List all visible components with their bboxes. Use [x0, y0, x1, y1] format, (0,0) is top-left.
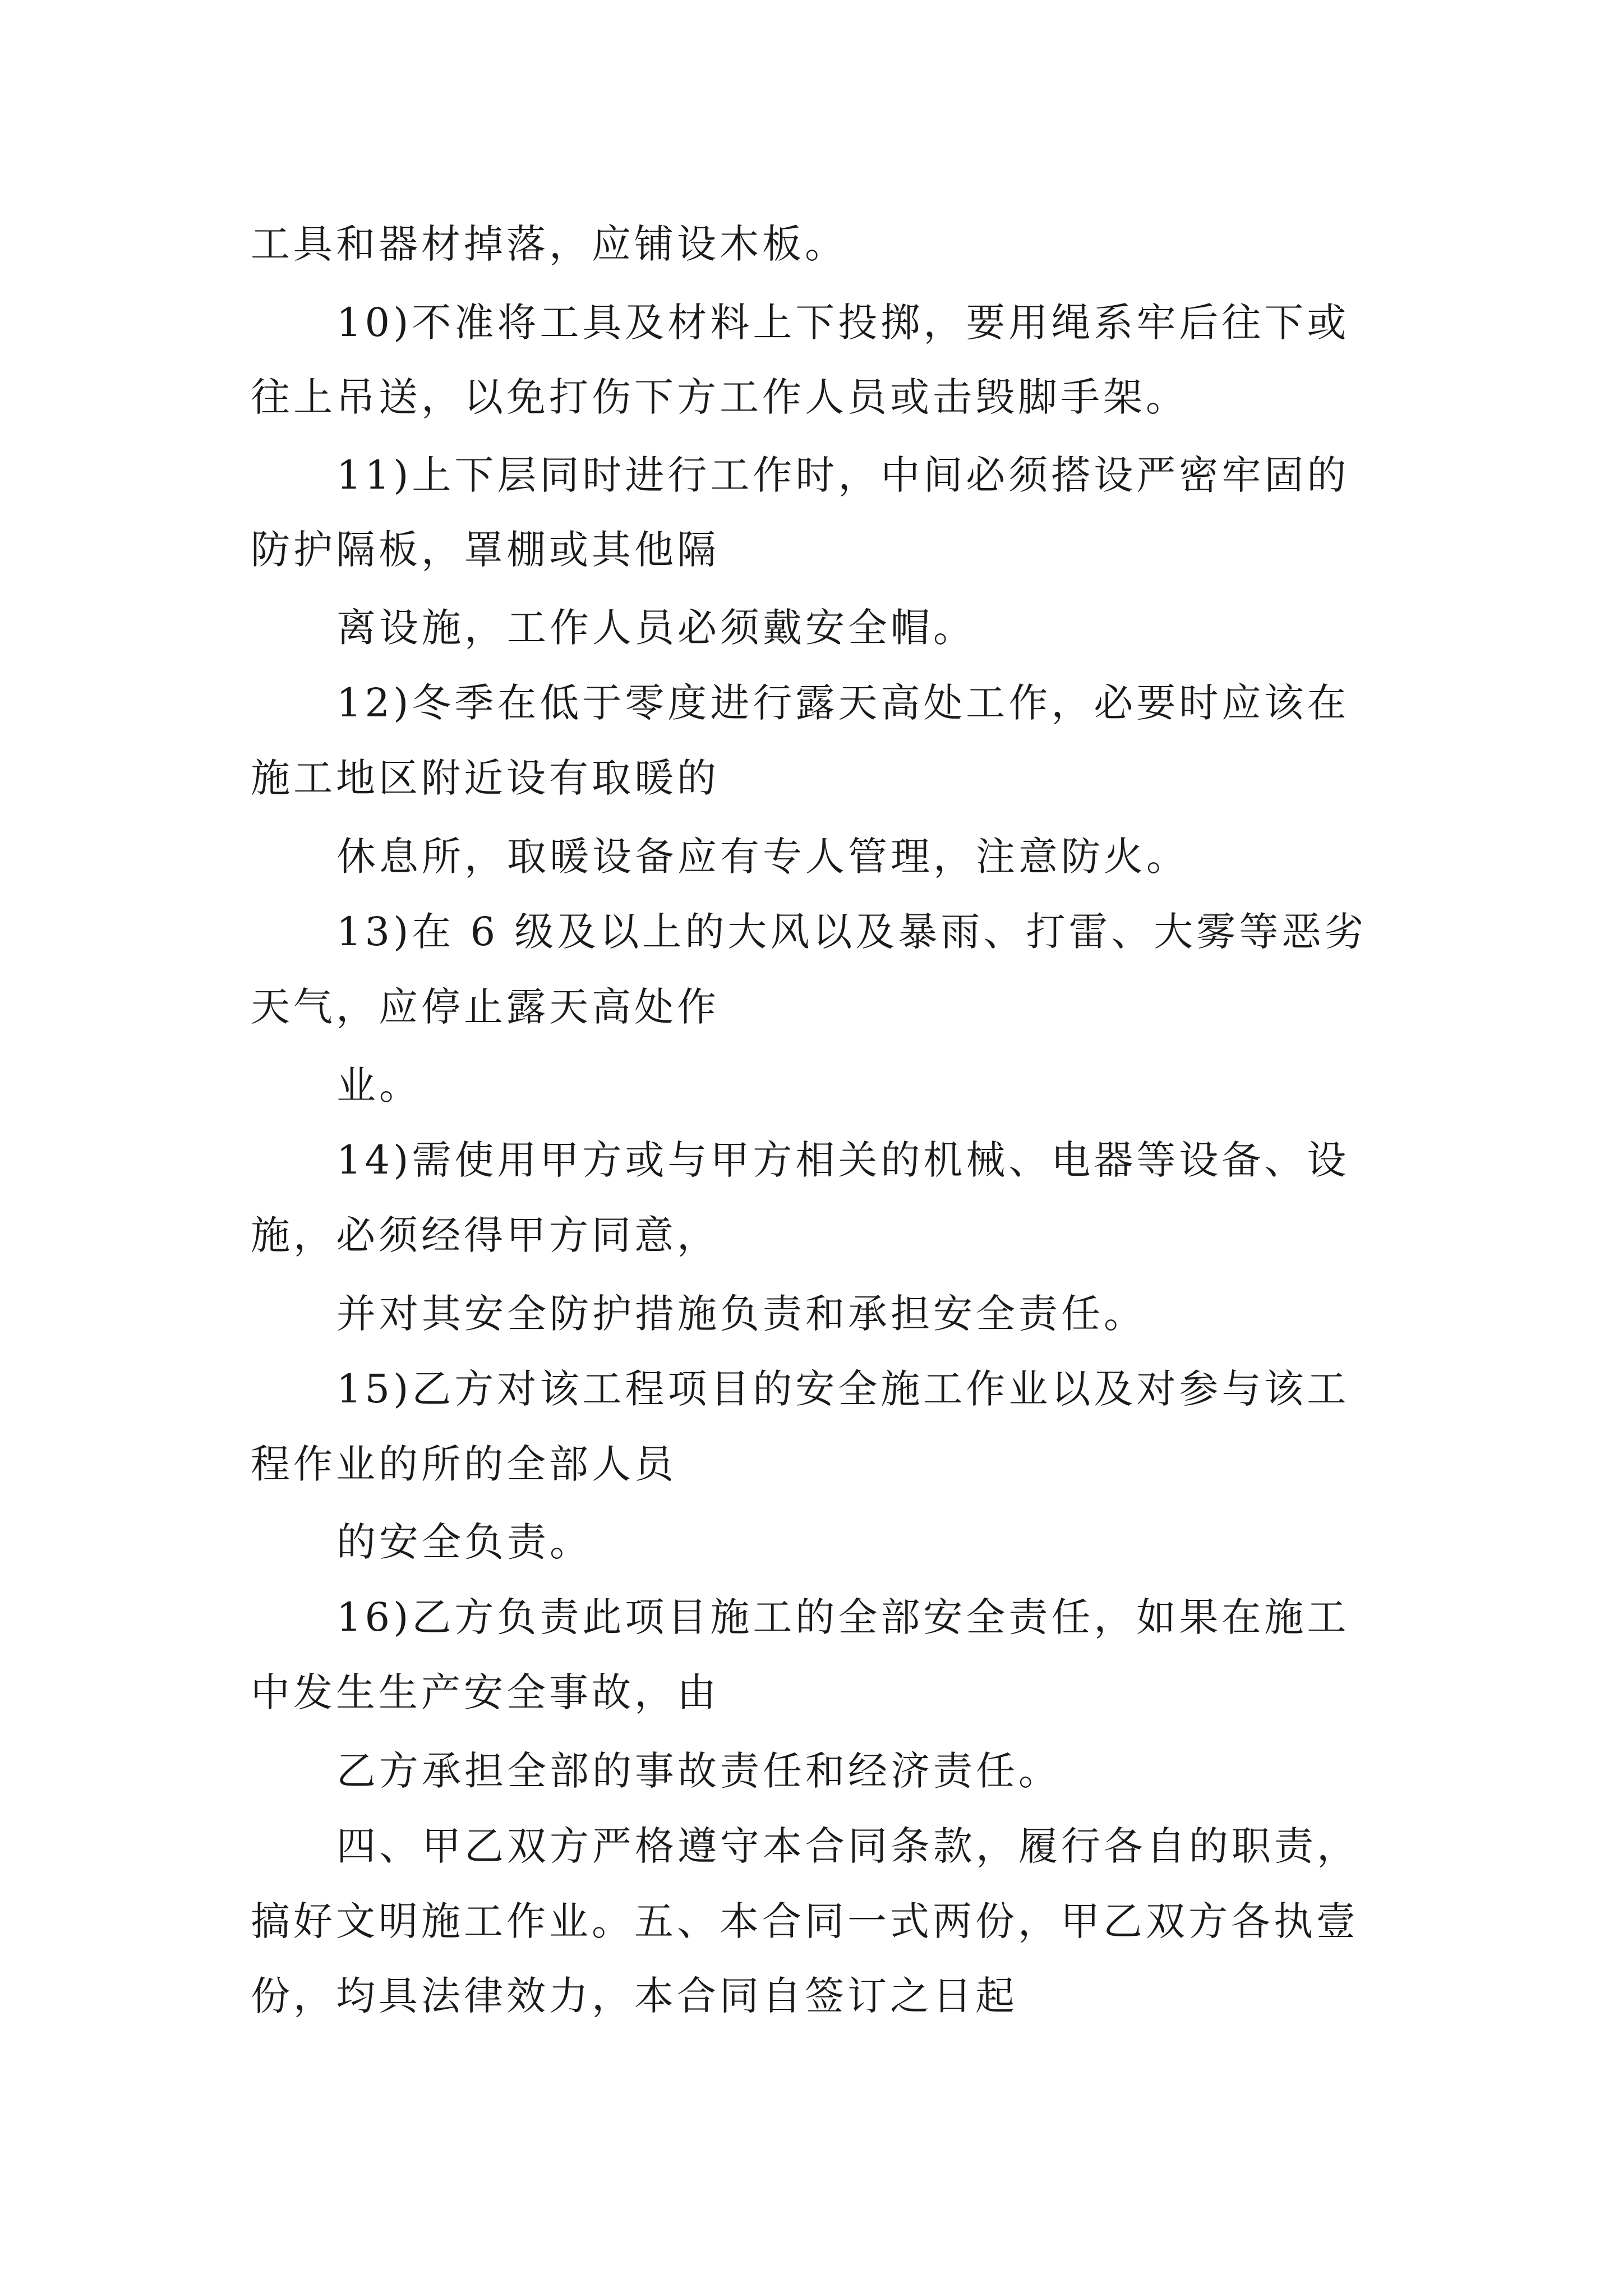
text-line: 12)冬季在低于零度进行露天高处工作，必要时应该在: [336, 680, 1350, 726]
text-line: 业。: [336, 1062, 422, 1108]
text-line: 15)乙方对该工程项目的安全施工作业以及对参与该工: [336, 1366, 1350, 1412]
text-line: 四、甲乙双方严格遵守本合同条款，履行各自的职责，: [336, 1823, 1359, 1869]
text-line: 中发生生产安全事故，由: [251, 1669, 720, 1715]
text-line: 的安全负责。: [336, 1519, 592, 1565]
text-line: 乙方承担全部的事故责任和经济责任。: [336, 1748, 1061, 1794]
text-line: 并对其安全防护措施负责和承担安全责任。: [336, 1291, 1146, 1337]
text-line: 离设施，工作人员必须戴安全帽。: [336, 605, 976, 651]
text-line: 程作业的所的全部人员: [251, 1441, 677, 1487]
text-line: 10)不准将工具及材料上下投掷，要用绳系牢后往下或: [336, 300, 1350, 346]
text-line: 天气，应停止露天高处作: [251, 984, 720, 1030]
text-line: 13)在 6 级及以上的大风以及暴雨、打雷、大雾等恶劣: [336, 909, 1367, 955]
text-line: 休息所，取暖设备应有专人管理，注意防火。: [336, 834, 1189, 880]
text-line: 防护隔板，罩棚或其他隔: [251, 527, 720, 573]
text-line: 施，必须经得甲方同意，: [251, 1212, 720, 1258]
text-line: 16)乙方负责此项目施工的全部安全责任，如果在施工: [336, 1594, 1350, 1640]
text-line: 工具和器材掉落，应铺设木板。: [251, 221, 847, 267]
text-line: 份，均具法律效力，本合同自签订之日起: [251, 1973, 1018, 2019]
text-line: 11)上下层同时进行工作时，中间必须搭设严密牢固的: [336, 452, 1350, 498]
text-line: 往上吊送，以免打伤下方工作人员或击毁脚手架。: [251, 374, 1188, 420]
text-line: 搞好文明施工作业。五、本合同一式两份，甲乙双方各执壹: [251, 1898, 1359, 1944]
text-line: 14)需使用甲方或与甲方相关的机械、电器等设备、设: [336, 1137, 1350, 1183]
text-line: 施工地区附近设有取暖的: [251, 755, 720, 801]
